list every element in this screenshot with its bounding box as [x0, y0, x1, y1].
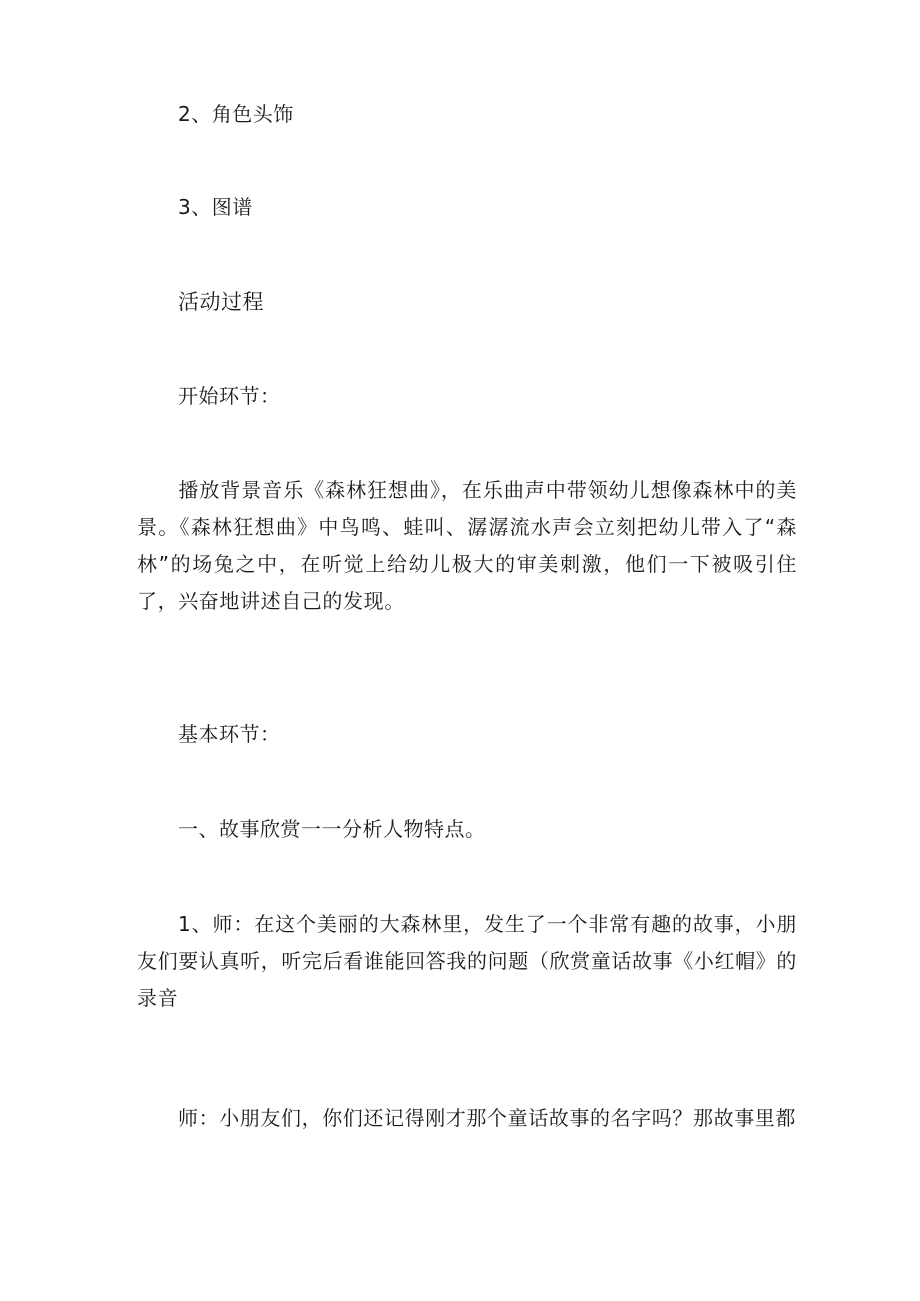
opening-paragraph — [137, 472, 797, 620]
material-item-3: 3、图谱 — [178, 195, 253, 219]
material-item-2: 2、角色头饰 — [178, 102, 294, 126]
part-one-title: 一、故事欣赏一一分析人物特点。 — [178, 817, 486, 841]
teacher-paragraph-text: 师：小朋友们，你们还记得刚才那个童话故事的名字吗？那故事里都 — [178, 1106, 796, 1130]
opening-paragraph-text: 播放背景音乐《森林狂想曲》，在乐曲声中带领幼儿想像森林中的美景。《森林狂想曲》中鸟鸣、蛙叫、潺潺流水声会立刻把幼儿带入了“森林”的场兔之中，在听觉上给幼儿极大的审美刺激，他们一下被吸引住了，兴奋地讲述自己的发现。 — [137, 478, 797, 613]
step1-paragraph-text: 1、师：在这个美丽的大森林里，发生了一个非常有趣的故事，小朋友们要认真听，听完后看谁能回答我的问题（欣赏童话故事《小红帽》的录音 — [137, 912, 797, 1010]
step1-paragraph — [137, 906, 797, 1017]
opening-label: 开始环节： — [178, 384, 281, 408]
teacher-paragraph — [137, 1100, 797, 1137]
section-title: 活动过程 — [178, 290, 264, 314]
basic-label: 基本环节： — [178, 722, 281, 746]
